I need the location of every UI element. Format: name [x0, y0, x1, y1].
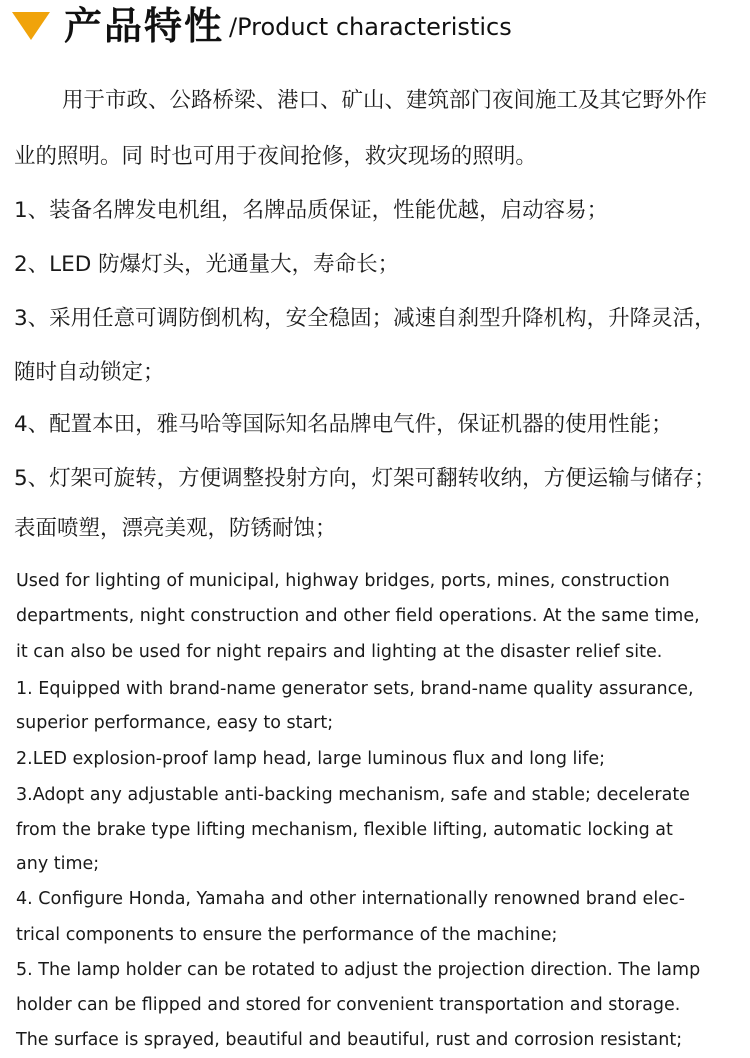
en-item-2: 2.LED explosion-proof lamp head, large luminous flux and long life; — [16, 749, 606, 769]
en-surface: The surface is sprayed, beautiful and beautiful, rust and corrosion resistant; — [16, 1030, 683, 1050]
triangle-down-icon — [12, 12, 50, 40]
en-intro-line-2: departments, night construction and other field operations. At the same time, — [16, 606, 700, 626]
cn-item-3-line-1: 3、采用任意可调防倒机构，安全稳固；减速自刹型升降机构，升降灵活， — [14, 306, 716, 331]
en-item-5-line-2: holder can be flipped and stored for convenient transportation and storage. — [16, 995, 681, 1015]
en-item-3-line-1: 3.Adopt any adjustable anti-backing mechanism, safe and stable; decelerate — [16, 785, 690, 805]
cn-item-1: 1、装备名牌发电机组，名牌品质保证，性能优越，启动容易； — [14, 198, 609, 223]
cn-item-2: 2、LED 防爆灯头，光通量大，寿命长； — [14, 252, 400, 277]
en-item-3-line-3: any time; — [16, 854, 100, 874]
en-item-5-line-1: 5. The lamp holder can be rotated to adjust the projection direction. The lamp — [16, 960, 701, 980]
cn-intro-line-1: 用于市政、公路桥梁、港口、矿山、建筑部门夜间施工及其它野外作 — [62, 88, 708, 113]
en-item-1-line-2: superior performance, easy to start; — [16, 713, 334, 733]
en-item-1-line-1: 1. Equipped with brand-name generator sets, brand-name quality assurance, — [16, 679, 694, 699]
en-intro-line-3: it can also be used for night repairs and lighting at the disaster relief site. — [16, 642, 663, 662]
en-intro-line-1: Used for lighting of municipal, highway bridges, ports, mines, construction — [16, 571, 670, 591]
cn-intro-line-2: 业的照明。同 时也可用于夜间抢修，救灾现场的照明。 — [14, 144, 537, 169]
cn-item-3-line-2: 随时自动锁定； — [14, 360, 165, 385]
en-item-4-line-1: 4. Configure Honda, Yamaha and other internationally renowned brand elec- — [16, 889, 685, 909]
en-item-3-line-2: from the brake type lifting mechanism, flexible lifting, automatic locking at — [16, 820, 673, 840]
en-item-4-line-2: trical components to ensure the performance of the machine; — [16, 925, 558, 945]
cn-surface: 表面喷塑，漂亮美观，防锈耐蚀； — [14, 516, 337, 541]
section-title-chinese: 产品特性 — [64, 4, 225, 48]
cn-item-4: 4、配置本田，雅马哈等国际知名品牌电气件，保证机器的使用性能； — [14, 412, 673, 437]
section-header — [0, 0, 750, 60]
cn-item-5: 5、灯架可旋转，方便调整投射方向，灯架可翻转收纳，方便运输与储存； — [14, 466, 716, 491]
section-title-english: /Product characteristics — [229, 13, 512, 41]
